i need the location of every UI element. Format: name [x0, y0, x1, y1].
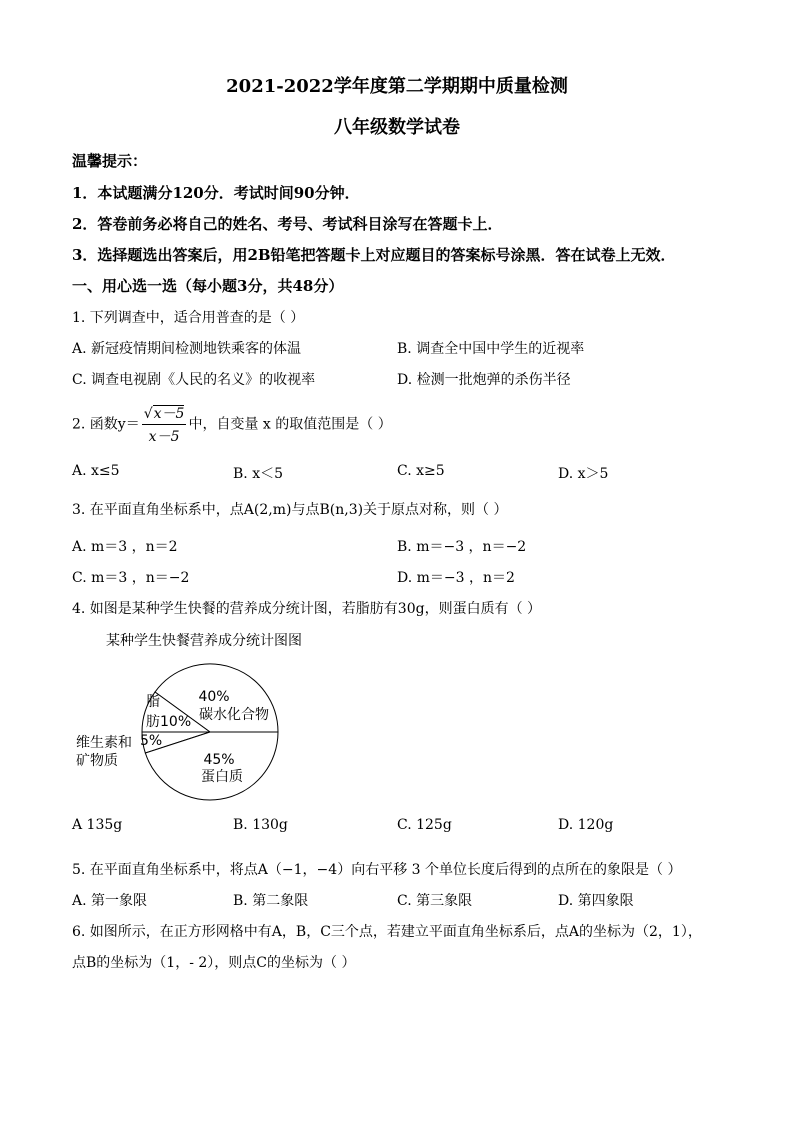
question-4-option-c: C. 125g	[397, 817, 452, 833]
question-1-option-b: B. 调查全中国中学生的近视率	[397, 341, 585, 357]
question-1-option-a: A. 新冠疫情期间检测地铁乘客的体温	[72, 341, 302, 357]
question-6-line2: 点B的坐标为（1，- 2），则点C的坐标为（ ）	[72, 955, 356, 971]
tip-item-2: 2．答卷前务必将自己的姓名、考号、考试科目涂写在答题卡上．	[72, 215, 503, 233]
question-4-stem: 4. 如图是某种学生快餐的营养成分统计图，若脂肪有30g，则蛋白质有（ ）	[72, 601, 542, 617]
exam-title: 2021-2022学年度第二学期期中质量检测	[226, 76, 568, 97]
question-2-radicand: x－5	[153, 406, 185, 422]
sqrt-icon: √	[143, 406, 153, 422]
question-2-denominator: x－5	[148, 429, 180, 445]
question-1-option-c: C. 调查电视剧《人民的名义》的收视率	[72, 372, 316, 388]
question-3-option-d: D. m＝−3 ，n＝2	[397, 570, 515, 586]
label-vit-percent: 5%	[140, 733, 163, 749]
question-2-stem	[72, 403, 392, 446]
question-2-option-b: B. x＜5	[233, 466, 283, 482]
label-carb-name: 碳水化合物	[199, 707, 269, 723]
label-vit-line1: 维生素和	[76, 735, 132, 751]
question-5-stem: 5. 在平面直角坐标系中，将点A（−1，−4）向右平移 3 个单位长度后得到的点所在的象限是（ ）	[72, 862, 682, 878]
question-6-line1: 6. 如图所示，在正方形网格中有A，B，C三个点，若建立平面直角坐标系后，点A的坐标为（2，1），	[72, 924, 702, 940]
question-1-option-d: D. 检测一批炮弹的杀伤半径	[397, 372, 571, 388]
question-2-fraction	[142, 403, 187, 446]
question-1-stem: 1. 下列调查中，适合用普查的是（ ）	[72, 310, 305, 326]
question-5-option-c: C. 第三象限	[397, 893, 473, 909]
label-protein-percent: 45%	[203, 752, 235, 768]
question-2-prefix: 2. 函数y＝	[72, 416, 140, 433]
section-heading: 一、用心选一选（每小题3分，共48分）	[72, 277, 344, 295]
question-4-option-d: D. 120g	[558, 817, 614, 833]
question-2-option-c: C. x≥5	[397, 463, 445, 479]
label-protein-name: 蛋白质	[201, 769, 243, 785]
label-fat-line2: 肪10%	[146, 714, 192, 730]
tips-heading: 温馨提示：	[72, 152, 148, 170]
label-carb-percent: 40%	[198, 689, 230, 705]
question-5-option-a: A. 第一象限	[72, 893, 148, 909]
label-fat-line1: 脂	[146, 694, 160, 710]
question-2-option-d: D. x＞5	[558, 466, 609, 482]
label-vit-line2: 矿物质	[76, 753, 118, 769]
exam-subtitle: 八年级数学试卷	[334, 117, 460, 138]
question-2-option-a: A. x≤5	[72, 463, 120, 479]
question-3-stem: 3. 在平面直角坐标系中，点A(2,m)与点B(n,3)关于原点对称，则（ ）	[72, 502, 508, 518]
question-3-option-c: C. m＝3 ，n＝−2	[72, 570, 190, 586]
question-3-option-a: A. m＝3 ，n＝2	[72, 539, 178, 555]
question-4-option-b: B. 130g	[233, 817, 288, 833]
question-4-option-a: A 135g	[72, 817, 123, 833]
question-5-option-b: B. 第二象限	[233, 893, 309, 909]
chart-title: 某种学生快餐营养成分统计图图	[106, 633, 302, 649]
tip-item-3: 3．选择题选出答案后，用2B铅笔把答题卡上对应题目的答案标号涂黑．答在试卷上无效．	[72, 246, 676, 264]
question-3-option-b: B. m＝−3 ，n＝−2	[397, 539, 527, 555]
question-5-option-d: D. 第四象限	[558, 893, 634, 909]
question-2-suffix: 中，自变量 x 的取值范围是（ ）	[188, 416, 392, 433]
nutrition-pie-chart	[70, 650, 330, 830]
tip-item-1: 1．本试题满分120分．考试时间90分钟．	[72, 184, 360, 202]
